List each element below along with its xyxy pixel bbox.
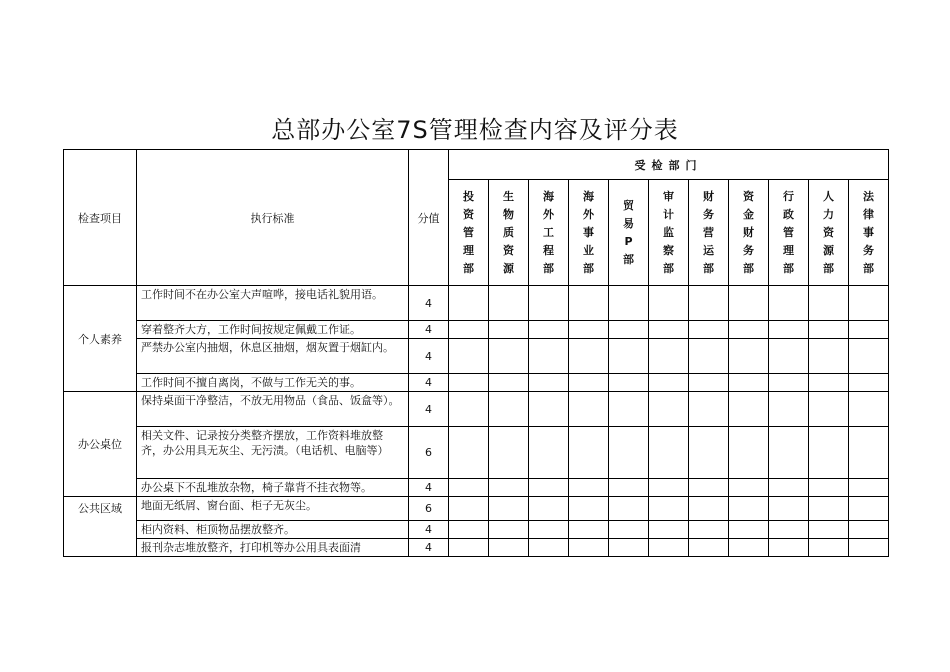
dept-label: 行政管理部 [783, 189, 794, 275]
category-cell: 公共区域 [64, 497, 137, 557]
score-entry-cell[interactable] [609, 427, 649, 479]
score-entry-cell[interactable] [769, 392, 809, 427]
table-row [64, 392, 889, 427]
score-entry-cell[interactable] [489, 286, 529, 321]
score-entry-cell[interactable] [809, 479, 849, 497]
score-entry-cell[interactable] [609, 286, 649, 321]
dept-label: 资金财务部 [743, 189, 754, 275]
score-cell: 4 [409, 479, 449, 497]
score-entry-cell[interactable] [849, 539, 889, 557]
standard-cell: 相关文件、记录按分类整齐摆放，工作资料堆放整齐，办公用具无灰尘、无污渍。（电话机、电脑等） [137, 427, 409, 479]
dept-label: 法律事务部 [863, 189, 875, 275]
score-entry-cell[interactable] [449, 374, 489, 392]
standard-cell: 报刊杂志堆放整齐，打印机等办公用具表面清 [137, 539, 409, 557]
score-entry-cell[interactable] [849, 286, 889, 321]
score-entry-cell[interactable] [809, 321, 849, 339]
score-entry-cell[interactable] [769, 521, 809, 539]
table-row [64, 479, 889, 497]
score-entry-cell[interactable] [529, 374, 569, 392]
score-entry-cell[interactable] [849, 497, 889, 521]
score-cell: 4 [409, 286, 449, 321]
score-entry-cell[interactable] [569, 521, 609, 539]
score-entry-cell[interactable] [849, 374, 889, 392]
score-entry-cell[interactable] [449, 427, 489, 479]
score-entry-cell[interactable] [809, 539, 849, 557]
score-entry-cell[interactable] [489, 339, 529, 374]
score-entry-cell[interactable] [689, 321, 729, 339]
score-entry-cell[interactable] [769, 539, 809, 557]
standard-cell: 工作时间不在办公室大声喧哗，接电话礼貌用语。 [137, 286, 409, 321]
standard-cell: 工作时间不擅自离岗，不做与工作无关的事。 [137, 374, 409, 392]
header-dept-6 [649, 180, 689, 286]
score-entry-cell[interactable] [489, 497, 529, 521]
score-entry-cell[interactable] [729, 479, 769, 497]
standard-cell: 严禁办公室内抽烟，休息区抽烟，烟灰置于烟缸内。 [137, 339, 409, 374]
score-entry-cell[interactable] [729, 521, 769, 539]
score-entry-cell[interactable] [689, 479, 729, 497]
score-cell: 4 [409, 521, 449, 539]
table-row [64, 374, 889, 392]
score-entry-cell[interactable] [449, 339, 489, 374]
document-title: 总部办公室7S管理检查内容及评分表 [271, 116, 679, 144]
score-entry-cell[interactable] [649, 479, 689, 497]
score-entry-cell[interactable] [609, 339, 649, 374]
header-dept-7 [689, 180, 729, 286]
score-entry-cell[interactable] [529, 521, 569, 539]
score-entry-cell[interactable] [729, 374, 769, 392]
score-entry-cell[interactable] [609, 392, 649, 427]
score-entry-cell[interactable] [569, 479, 609, 497]
score-entry-cell[interactable] [769, 286, 809, 321]
score-entry-cell[interactable] [609, 539, 649, 557]
score-entry-cell[interactable] [649, 539, 689, 557]
header-standard: 执行标准 [137, 150, 409, 286]
score-entry-cell[interactable] [569, 497, 609, 521]
table-row [64, 339, 889, 374]
header-score: 分值 [409, 150, 449, 286]
score-entry-cell[interactable] [569, 286, 609, 321]
score-entry-cell[interactable] [769, 497, 809, 521]
table-row [64, 321, 889, 339]
score-entry-cell[interactable] [769, 374, 809, 392]
score-entry-cell[interactable] [849, 339, 889, 374]
score-entry-cell[interactable] [609, 479, 649, 497]
score-entry-cell[interactable] [529, 392, 569, 427]
score-entry-cell[interactable] [569, 427, 609, 479]
score-cell: 4 [409, 321, 449, 339]
score-entry-cell[interactable] [529, 497, 569, 521]
score-entry-cell[interactable] [529, 286, 569, 321]
header-dept-11 [849, 180, 889, 286]
score-entry-cell[interactable] [449, 286, 489, 321]
score-entry-cell[interactable] [729, 497, 769, 521]
score-entry-cell[interactable] [649, 392, 689, 427]
score-entry-cell[interactable] [809, 392, 849, 427]
score-entry-cell[interactable] [489, 427, 529, 479]
header-item: 检查项目 [64, 150, 137, 286]
score-entry-cell[interactable] [609, 321, 649, 339]
score-entry-cell[interactable] [689, 497, 729, 521]
standard-cell: 办公桌下不乱堆放杂物，椅子靠背不挂衣物等。 [137, 479, 409, 497]
header-dept-4 [569, 180, 609, 286]
header-dept-8 [729, 180, 769, 286]
score-cell: 4 [409, 339, 449, 374]
score-entry-cell[interactable] [689, 521, 729, 539]
dept-label: 生物质资源 [503, 189, 514, 275]
score-entry-cell[interactable] [529, 321, 569, 339]
score-entry-cell[interactable] [689, 392, 729, 427]
score-entry-cell[interactable] [849, 479, 889, 497]
table-row [64, 521, 889, 539]
score-entry-cell[interactable] [689, 374, 729, 392]
header-dept-10 [809, 180, 849, 286]
score-entry-cell[interactable] [809, 497, 849, 521]
score-entry-cell[interactable] [809, 339, 849, 374]
score-entry-cell[interactable] [689, 427, 729, 479]
header-dept-1 [449, 180, 489, 286]
score-entry-cell[interactable] [489, 321, 529, 339]
score-entry-cell[interactable] [609, 374, 649, 392]
dept-label: 海外工程部 [543, 189, 554, 275]
standard-cell: 穿着整齐大方，工作时间按规定佩戴工作证。 [137, 321, 409, 339]
score-entry-cell[interactable] [849, 321, 889, 339]
header-dept-3 [529, 180, 569, 286]
score-entry-cell[interactable] [649, 521, 689, 539]
header-dept-9 [769, 180, 809, 286]
dept-label: 财务营运部 [703, 189, 714, 275]
category-cell: 个人素养 [64, 286, 137, 392]
header-dept-group: 受检部门 [449, 150, 889, 180]
score-entry-cell[interactable] [569, 374, 609, 392]
standard-cell: 保持桌面干净整洁，不放无用物品（食品、饭盒等）。 [137, 392, 409, 427]
score-entry-cell[interactable] [569, 339, 609, 374]
table-row [64, 497, 889, 521]
category-cell: 办公桌位 [64, 392, 137, 497]
score-entry-cell[interactable] [449, 321, 489, 339]
score-entry-cell[interactable] [609, 497, 649, 521]
score-entry-cell[interactable] [489, 521, 529, 539]
score-entry-cell[interactable] [449, 479, 489, 497]
score-entry-cell[interactable] [729, 321, 769, 339]
score-entry-cell[interactable] [449, 521, 489, 539]
score-cell: 4 [409, 392, 449, 427]
standard-cell: 柜内资料、柜顶物品摆放整齐。 [137, 521, 409, 539]
standard-cell: 地面无纸屑、窗台面、柜子无灰尘。 [137, 497, 409, 521]
score-entry-cell[interactable] [449, 539, 489, 557]
score-cell: 4 [409, 374, 449, 392]
score-entry-cell[interactable] [489, 374, 529, 392]
score-entry-cell[interactable] [849, 427, 889, 479]
score-entry-cell[interactable] [489, 392, 529, 427]
score-entry-cell[interactable] [569, 321, 609, 339]
header-dept-5 [609, 180, 649, 286]
score-entry-cell[interactable] [809, 427, 849, 479]
table-row [64, 286, 889, 321]
score-entry-cell[interactable] [729, 392, 769, 427]
score-entry-cell[interactable] [729, 339, 769, 374]
score-entry-cell[interactable] [649, 497, 689, 521]
score-cell: 4 [409, 539, 449, 557]
dept-label: 审计监察部 [663, 189, 674, 275]
header-dept-2 [489, 180, 529, 286]
score-entry-cell[interactable] [809, 521, 849, 539]
score-cell: 6 [409, 497, 449, 521]
inspection-score-table [63, 149, 889, 557]
score-entry-cell[interactable] [489, 479, 529, 497]
score-entry-cell[interactable] [529, 539, 569, 557]
score-entry-cell[interactable] [769, 339, 809, 374]
score-entry-cell[interactable] [569, 392, 609, 427]
dept-label: 人力资源部 [823, 189, 834, 275]
score-entry-cell[interactable] [569, 539, 609, 557]
dept-label: 海外事业部 [583, 189, 594, 275]
score-entry-cell[interactable] [689, 339, 729, 374]
score-entry-cell[interactable] [449, 392, 489, 427]
score-entry-cell[interactable] [729, 427, 769, 479]
score-entry-cell[interactable] [769, 321, 809, 339]
score-entry-cell[interactable] [769, 479, 809, 497]
score-entry-cell[interactable] [729, 539, 769, 557]
score-entry-cell[interactable] [649, 286, 689, 321]
score-cell: 6 [409, 427, 449, 479]
score-entry-cell[interactable] [809, 374, 849, 392]
score-entry-cell[interactable] [529, 479, 569, 497]
score-entry-cell[interactable] [489, 539, 529, 557]
score-entry-cell[interactable] [609, 521, 649, 539]
score-entry-cell[interactable] [529, 427, 569, 479]
score-entry-cell[interactable] [849, 392, 889, 427]
score-entry-cell[interactable] [649, 321, 689, 339]
score-entry-cell[interactable] [649, 427, 689, 479]
table-row [64, 539, 889, 557]
score-entry-cell[interactable] [689, 539, 729, 557]
score-entry-cell[interactable] [769, 427, 809, 479]
score-entry-cell[interactable] [449, 497, 489, 521]
score-entry-cell[interactable] [529, 339, 569, 374]
score-entry-cell[interactable] [649, 339, 689, 374]
score-entry-cell[interactable] [729, 286, 769, 321]
score-entry-cell[interactable] [809, 286, 849, 321]
dept-label: 贸易P部 [623, 198, 634, 266]
table-row [64, 427, 889, 479]
score-entry-cell[interactable] [689, 286, 729, 321]
score-entry-cell[interactable] [849, 521, 889, 539]
score-entry-cell[interactable] [649, 374, 689, 392]
dept-label: 投资管理部 [463, 189, 474, 275]
